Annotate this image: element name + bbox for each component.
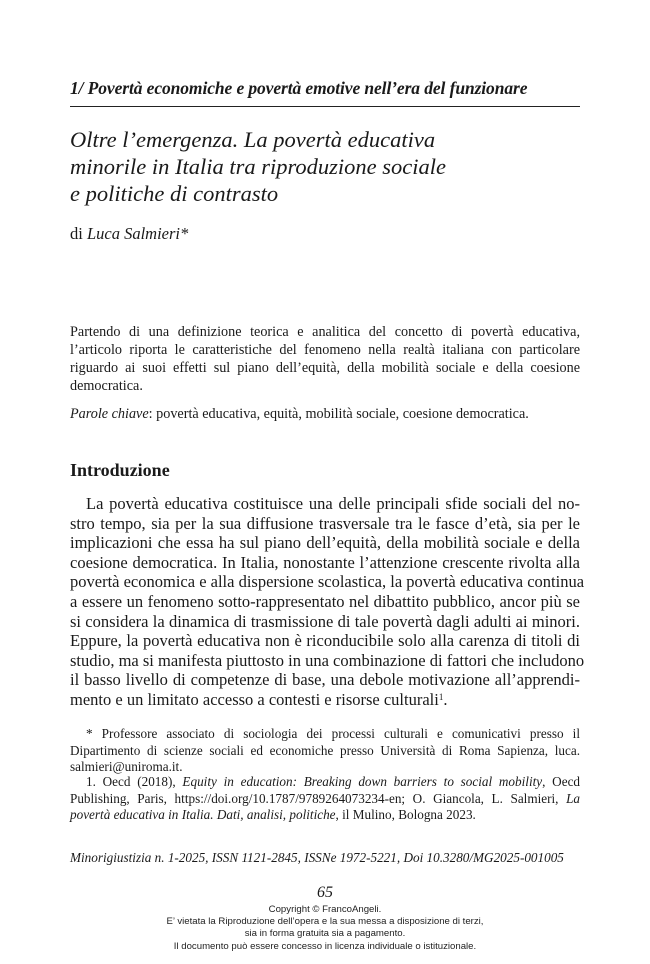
keywords (70, 406, 580, 423)
header-rule (70, 106, 580, 107)
section-heading: Introduzione (70, 460, 170, 480)
body-line: coesione democratica. In Italia, nonostante l’attenzione crescente rivolta alla (70, 552, 580, 572)
body-line: Eppure, la povertà educativa non è riconducibile solo alla carenza di titoli di (70, 631, 580, 651)
page-number: 65 (317, 884, 333, 901)
byline-prefix: di (70, 224, 87, 243)
body-line: si considera la dinamica di trasmissione di tale povertà dagli adulti ai minori. (70, 611, 580, 631)
body-line: povertà economica e alla dispersione scolastica, la povertà educativa continua (70, 572, 585, 592)
body-line: studio, ma si manifesta piuttosto in una combinazione di fattori che includono (70, 650, 585, 670)
footnote-ref[interactable]: 1 (438, 691, 444, 702)
body-line: implicazioni che essa ha sul piano dell’equità, della mobilità sociale e della (70, 533, 580, 553)
keywords-label: Parole chiave (70, 406, 149, 422)
body-line-last: mento e un limitato accesso a contesti e risorse culturali$^1$. (70, 689, 448, 709)
title-line: e politiche di contrasto (70, 181, 279, 206)
footnote-text: , il Mulino, Bologna 2023. (335, 807, 476, 822)
body-line: mento e un limitato accesso a contesti e risorse culturali (70, 689, 439, 709)
keywords-text: : povertà educativa, equità, mobilità sociale, coesione democratica. (148, 406, 529, 422)
footnote-line (70, 791, 580, 808)
footnote-cited-title: La (566, 790, 580, 806)
footnote-cited-title: povertà educativa in Italia. Dati, analisi, politiche (70, 807, 336, 822)
footnote-text: , Oecd (542, 774, 581, 789)
footnote-line (70, 774, 580, 791)
footnote-text: 1. Oecd (2018), (86, 774, 183, 789)
copyright-line: Copyright © FrancoAngeli. (268, 904, 382, 915)
copyright-line: sia in forma gratuita sia a pagamento. (244, 928, 406, 940)
section-header: 1/ Povertà economiche e povertà emotive nell’era del funzionare (70, 78, 528, 98)
footnote-line: * Professore associato di sociologia dei processi culturali e comunicativi presso il (86, 726, 580, 741)
footnote-line (70, 807, 580, 824)
footnote-line: Dipartimento di scienze sociali ed economiche presso Università di Roma Sapienza, luca. (70, 742, 580, 758)
author-footnote (70, 726, 580, 776)
author-name: Luca Salmieri* (86, 224, 189, 243)
footnote-doi-text: Publishing, Paris, https://doi.org/10.1787/9789264073234-en; O. Giancola, L. Salmieri, (70, 790, 567, 806)
copyright-line: E’ vietata la Riproduzione dell’opera e la sua messa a disposizione di terzi, (166, 916, 484, 928)
footnote-cited-title: Equity in education: Breaking down barriers to social mobility (182, 774, 543, 789)
title-line: minorile in Italia tra riproduzione sociale (70, 154, 447, 179)
title-line: Oltre l’emergenza. La povertà educativa (70, 127, 436, 152)
body-line: stro tempo, sia per la sua diffusione trasversale tra le fasce d’età, sia per le (70, 513, 580, 533)
article-title (70, 126, 580, 207)
body-paragraph (70, 494, 585, 710)
body-line: La povertà educativa costituisce una delle principali sfide sociali del no- (86, 494, 580, 513)
abstract: Partendo di una definizione teorica e analitica del concetto di povertà educativa, l’articolo riporta le caratteristiche del fenomeno nella realtà italiana con particolare riguardo ai suoi effetti sul piano dell’equità, della mobilità sociale e della coesione democratica. (70, 324, 580, 394)
byline (70, 224, 188, 244)
body-line: il basso livello di competenze di base, una debole motivazione all’apprendi- (70, 670, 580, 690)
footnote-line: salmieri@uniroma.it. (70, 759, 183, 774)
copyright-line: Il documento può essere concesso in licenza individuale o istituzionale. (173, 940, 477, 952)
body-line: a essere un fenomeno sotto-rappresentato nel dibattito pubblico, ancor più se (70, 591, 580, 611)
journal-citation: Minorigiustizia n. 1-2025, ISSN 1121-2845, ISSNe 1972-5221, Doi 10.3280/MG2025-001005 (70, 850, 564, 865)
footnote-1 (70, 774, 580, 824)
copyright-notice (0, 904, 650, 953)
